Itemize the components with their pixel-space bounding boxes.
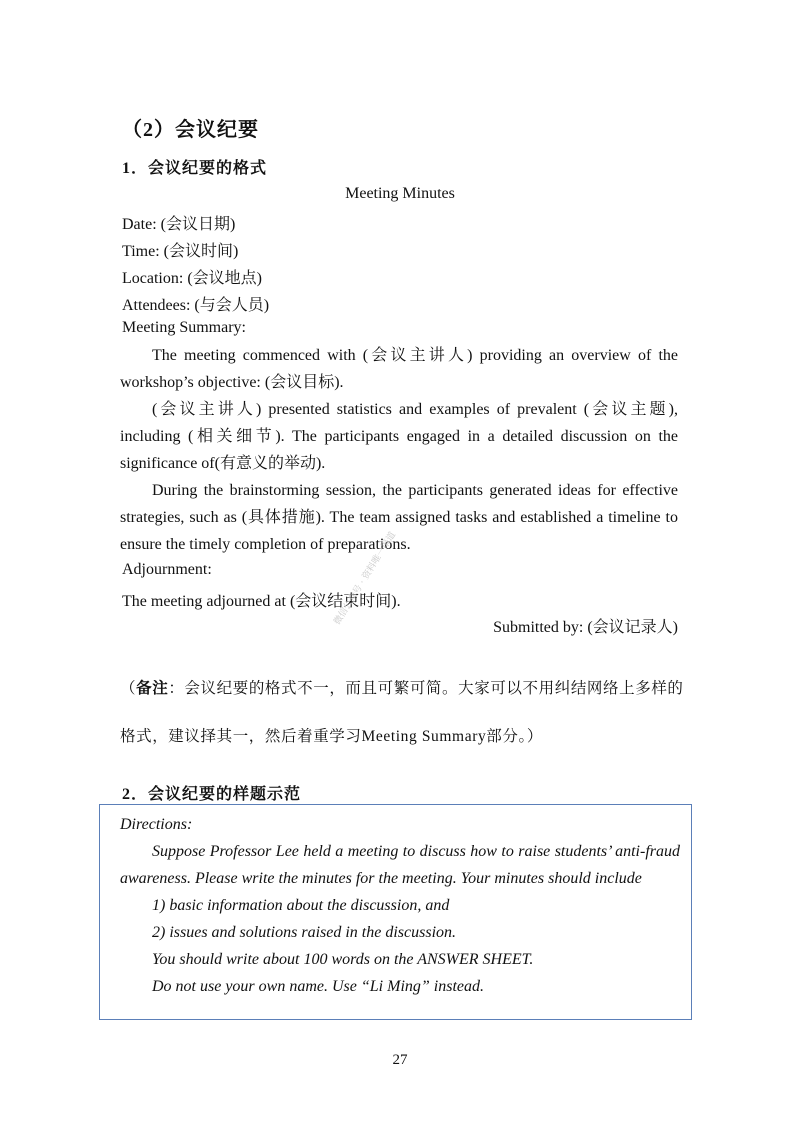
template-title: Meeting Minutes — [345, 185, 455, 202]
adjournment-label: Adjournment: — [122, 561, 212, 578]
adjournment-text: The meeting adjourned at (会议结束时间). — [122, 593, 401, 610]
summary-paragraph-3: During the brainstorming session, the participants generated ideas for effective strategies, such as (具体措施). The team assigned tasks and established a timeline to ensure the timely completion of preparations. — [120, 482, 678, 553]
submitted-by: Submitted by: (会议记录人) — [493, 619, 678, 636]
sample-subheading: 2．会议纪要的样题示范 — [122, 786, 302, 803]
summary-paragraph-1: The meeting commenced with (会议主讲人) providing an overview of the workshop’s objective: (会议目标). — [120, 347, 678, 391]
requirement-item-1: 1) basic information about the discussion, and — [152, 897, 450, 914]
word-requirement: You should write about 100 words on the ANSWER SHEET. — [152, 951, 534, 968]
note-label: 备注 — [136, 680, 169, 697]
location-line: Location: (会议地点) — [122, 270, 262, 287]
section-heading: （2）会议纪要 — [122, 119, 259, 141]
sample-question-content — [120, 811, 680, 1000]
note-text: ：会议纪要的格式不一，而且可繁可简。大家可以不用纠结网络上多样的格式，建议择其一，然后着重学习Meeting Summary部分。） — [120, 680, 684, 745]
requirement-item-2: 2) issues and solutions raised in the discussion. — [152, 924, 457, 941]
directions-label: Directions: — [120, 816, 193, 833]
format-subheading: 1．会议纪要的格式 — [122, 160, 268, 177]
sample-question-box — [99, 804, 692, 1020]
page-number: 27 — [392, 1052, 408, 1068]
format-note — [120, 665, 690, 761]
name-requirement: Do not use your own name. Use “Li Ming” instead. — [152, 978, 484, 995]
time-line: Time: (会议时间) — [122, 243, 239, 260]
attendees-line: Attendees: (与会人员) — [122, 297, 270, 314]
directions-prompt: Suppose Professor Lee held a meeting to discuss how to raise students’ anti-fraud awareness. Please write the minutes for the meeting. Your minutes should include — [120, 843, 680, 887]
watermark: 微信公众号 · 资料唯一渠道 — [332, 530, 399, 627]
summary-paragraph-2: (会议主讲人) presented statistics and examples of prevalent (会议主题), including (相关细节). The participants engaged in a detailed discussion on the significance of(有意义的举动). — [120, 401, 678, 472]
summary-label: Meeting Summary: — [122, 319, 246, 336]
date-line: Date: (会议日期) — [122, 216, 236, 233]
note-prefix: （ — [120, 680, 137, 697]
